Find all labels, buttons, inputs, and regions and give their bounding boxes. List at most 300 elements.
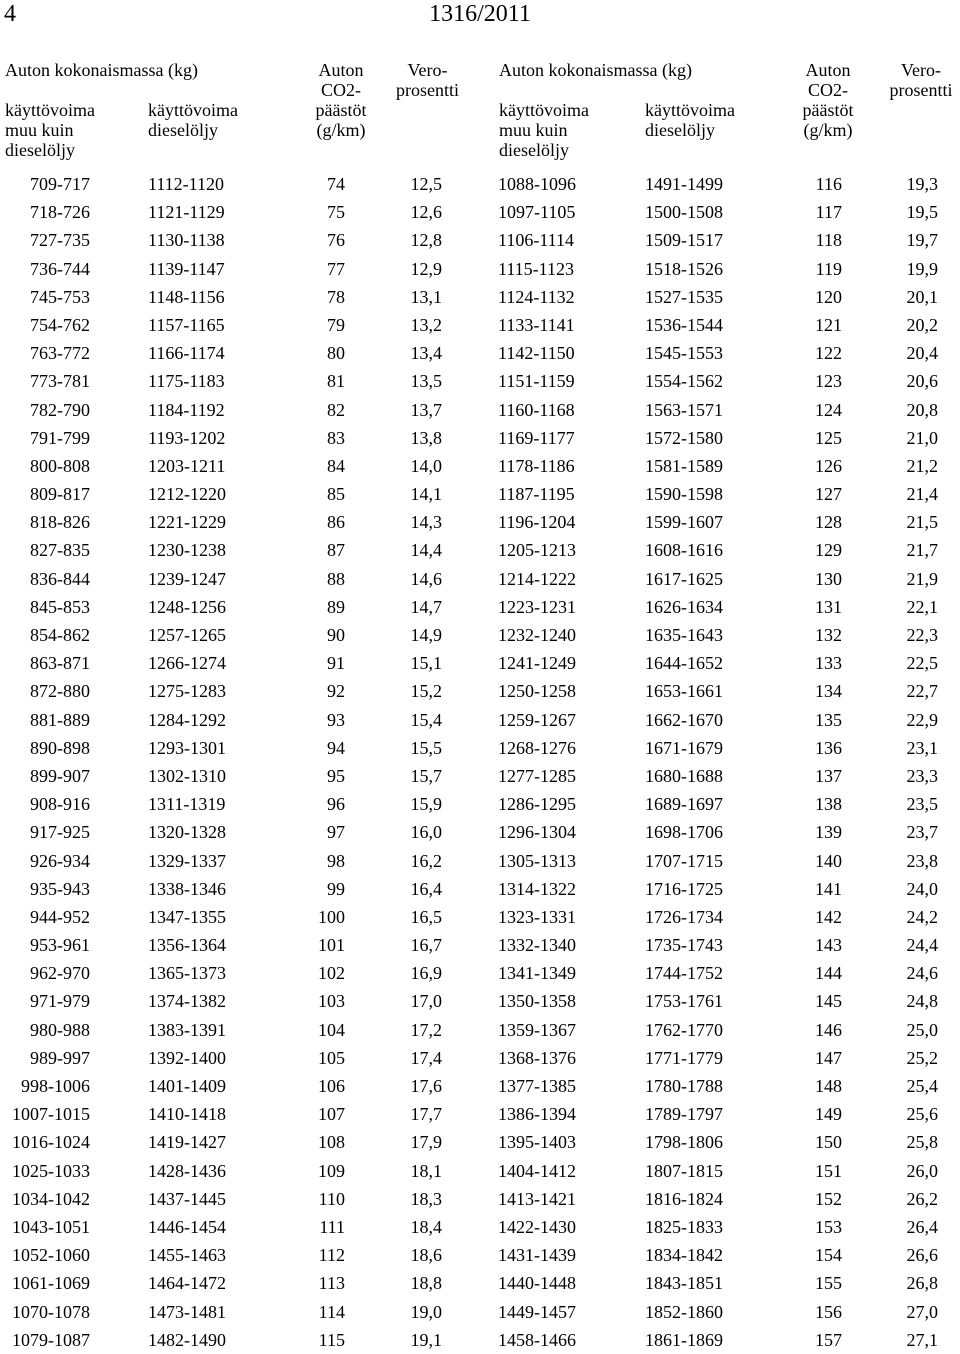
right-co2-cell: 148 <box>815 1076 842 1096</box>
left-co2-cell: 110 <box>318 1188 345 1209</box>
right-co2-cell: 140 <box>815 850 842 871</box>
left-co2-cell: 98 <box>327 850 345 871</box>
left-mass-diesel-cell: 1203-1211 <box>148 455 226 476</box>
table-row <box>0 1241 960 1269</box>
left-mass-diesel-cell: 1410-1418 <box>148 1104 226 1125</box>
header-tax-right: Vero- prosentti <box>889 60 953 100</box>
right-co2-cell: 136 <box>815 737 842 758</box>
table-row <box>0 734 960 762</box>
table-row <box>0 1044 960 1072</box>
left-mass-other-fuel-cell: 1079-1087 <box>12 1329 90 1350</box>
right-tax-percent-cell: 22,9 <box>906 709 938 730</box>
right-co2-cell: 126 <box>815 455 842 476</box>
left-mass-other-fuel-cell: 1043-1051 <box>12 1216 90 1237</box>
right-co2-cell: 139 <box>815 822 842 843</box>
table-row <box>0 1157 960 1185</box>
right-mass-diesel-cell: 1735-1743 <box>645 935 723 956</box>
left-tax-percent-cell: 14,4 <box>410 540 442 561</box>
table-row <box>0 677 960 705</box>
left-mass-diesel-cell: 1239-1247 <box>148 568 226 589</box>
right-co2-cell: 124 <box>815 399 842 420</box>
right-tax-percent-cell: 23,3 <box>906 765 938 786</box>
right-mass-other-fuel-cell: 1115-1123 <box>498 258 574 279</box>
table-row <box>0 1100 960 1128</box>
left-co2-cell: 115 <box>318 1329 345 1350</box>
left-co2-cell: 94 <box>327 737 345 758</box>
left-tax-percent-cell: 17,0 <box>410 991 442 1012</box>
table-row <box>0 875 960 903</box>
right-mass-other-fuel-cell: 1431-1439 <box>498 1245 576 1266</box>
right-tax-percent-cell: 25,0 <box>906 1019 938 1040</box>
left-mass-diesel-cell: 1257-1265 <box>148 625 226 645</box>
right-tax-percent-cell: 20,2 <box>906 314 938 335</box>
left-mass-other-fuel-cell: 908-916 <box>30 794 90 815</box>
table-row <box>0 903 960 931</box>
right-mass-diesel-cell: 1807-1815 <box>645 1160 723 1181</box>
right-tax-percent-cell: 26,4 <box>906 1216 938 1237</box>
right-mass-diesel-cell: 1554-1562 <box>645 371 723 392</box>
left-co2-cell: 112 <box>318 1245 345 1266</box>
right-mass-other-fuel-cell: 1097-1105 <box>498 202 576 223</box>
left-mass-diesel-cell: 1230-1238 <box>148 540 226 561</box>
right-tax-percent-cell: 24,8 <box>906 991 938 1012</box>
right-co2-cell: 153 <box>815 1216 842 1237</box>
left-mass-diesel-cell: 1311-1319 <box>148 794 226 815</box>
left-mass-other-fuel-cell: 998-1006 <box>21 1076 90 1096</box>
left-mass-diesel-cell: 1338-1346 <box>148 878 226 899</box>
left-mass-other-fuel-cell: 727-735 <box>30 230 90 251</box>
left-tax-percent-cell: 16,9 <box>410 963 442 984</box>
left-mass-diesel-cell: 1184-1192 <box>148 399 225 420</box>
left-mass-diesel-cell: 1473-1481 <box>148 1301 226 1322</box>
left-mass-other-fuel-cell: 754-762 <box>30 314 90 335</box>
left-mass-other-fuel-cell: 773-781 <box>30 371 90 392</box>
right-tax-percent-cell: 23,1 <box>906 737 938 758</box>
right-tax-percent-cell: 22,3 <box>906 625 938 645</box>
right-tax-percent-cell: 20,1 <box>906 286 938 307</box>
table-row <box>0 480 960 508</box>
left-mass-other-fuel-cell: 971-979 <box>30 991 90 1012</box>
right-mass-other-fuel-cell: 1214-1222 <box>498 568 576 589</box>
right-mass-other-fuel-cell: 1395-1403 <box>498 1132 576 1153</box>
header-diesel-left: käyttövoima dieselöljy <box>148 100 238 140</box>
right-mass-other-fuel-cell: 1413-1421 <box>498 1188 576 1209</box>
left-tax-percent-cell: 18,1 <box>410 1160 442 1181</box>
left-mass-diesel-cell: 1293-1301 <box>148 737 226 758</box>
left-mass-diesel-cell: 1365-1373 <box>148 963 226 984</box>
left-mass-other-fuel-cell: 1034-1042 <box>12 1188 90 1209</box>
left-tax-percent-cell: 12,9 <box>410 258 442 279</box>
right-mass-other-fuel-cell: 1187-1195 <box>498 484 575 505</box>
left-tax-percent-cell: 15,4 <box>410 709 442 730</box>
table-row <box>0 1213 960 1241</box>
left-tax-percent-cell: 15,7 <box>410 765 442 786</box>
right-mass-diesel-cell: 1590-1598 <box>645 484 723 505</box>
right-co2-cell: 141 <box>815 878 842 899</box>
left-co2-cell: 101 <box>318 935 345 956</box>
left-mass-diesel-cell: 1193-1202 <box>148 427 226 448</box>
right-co2-cell: 152 <box>815 1188 842 1209</box>
left-mass-other-fuel-cell: 1061-1069 <box>12 1273 90 1294</box>
left-tax-percent-cell: 13,8 <box>410 427 442 448</box>
right-mass-diesel-cell: 1635-1643 <box>645 625 723 645</box>
right-mass-other-fuel-cell: 1106-1114 <box>498 230 574 251</box>
left-mass-diesel-cell: 1464-1472 <box>148 1273 226 1294</box>
table-row <box>0 170 960 198</box>
left-tax-percent-cell: 13,2 <box>410 314 442 335</box>
right-tax-percent-cell: 25,6 <box>906 1104 938 1125</box>
table-row <box>0 847 960 875</box>
left-co2-cell: 76 <box>327 230 345 251</box>
left-tax-percent-cell: 15,2 <box>410 681 442 702</box>
right-mass-other-fuel-cell: 1160-1168 <box>498 399 575 420</box>
table-row <box>0 790 960 818</box>
table-row <box>0 1185 960 1213</box>
right-tax-percent-cell: 19,5 <box>906 202 938 223</box>
left-co2-cell: 79 <box>327 314 345 335</box>
table-row <box>0 1128 960 1156</box>
right-tax-percent-cell: 19,9 <box>906 258 938 279</box>
left-tax-percent-cell: 17,9 <box>410 1132 442 1153</box>
right-mass-diesel-cell: 1834-1842 <box>645 1245 723 1266</box>
left-tax-percent-cell: 14,9 <box>410 625 442 645</box>
right-mass-other-fuel-cell: 1458-1466 <box>498 1329 576 1350</box>
table-row <box>0 762 960 790</box>
right-mass-other-fuel-cell: 1296-1304 <box>498 822 576 843</box>
table-row <box>0 565 960 593</box>
right-tax-percent-cell: 26,6 <box>906 1245 938 1266</box>
right-mass-other-fuel-cell: 1305-1313 <box>498 850 576 871</box>
left-co2-cell: 90 <box>327 625 345 645</box>
right-mass-diesel-cell: 1825-1833 <box>645 1216 723 1237</box>
right-co2-cell: 123 <box>815 371 842 392</box>
table-row <box>0 1072 960 1100</box>
left-co2-cell: 82 <box>327 399 345 420</box>
header-mass-left: Auton kokonaismassa (kg) <box>5 60 198 80</box>
left-co2-cell: 88 <box>327 568 345 589</box>
left-tax-percent-cell: 17,6 <box>410 1076 442 1096</box>
right-mass-other-fuel-cell: 1449-1457 <box>498 1301 576 1322</box>
header-tax-left: Vero- prosentti <box>396 60 459 100</box>
left-mass-other-fuel-cell: 718-726 <box>30 202 90 223</box>
right-co2-cell: 130 <box>815 568 842 589</box>
right-mass-diesel-cell: 1545-1553 <box>645 343 723 364</box>
table-row <box>0 1326 960 1354</box>
table-row <box>0 987 960 1015</box>
right-mass-other-fuel-cell: 1404-1412 <box>498 1160 576 1181</box>
left-co2-cell: 111 <box>319 1216 345 1237</box>
right-mass-diesel-cell: 1753-1761 <box>645 991 723 1012</box>
left-co2-cell: 99 <box>327 878 345 899</box>
right-co2-cell: 147 <box>815 1047 842 1068</box>
right-mass-diesel-cell: 1626-1634 <box>645 596 723 617</box>
right-mass-other-fuel-cell: 1133-1141 <box>498 314 575 335</box>
page-number: 4 <box>4 1 16 27</box>
left-tax-percent-cell: 17,2 <box>410 1019 442 1040</box>
left-mass-diesel-cell: 1112-1120 <box>148 174 224 194</box>
left-co2-cell: 106 <box>318 1076 345 1096</box>
left-tax-percent-cell: 13,1 <box>410 286 442 307</box>
right-co2-cell: 119 <box>815 258 842 279</box>
left-mass-other-fuel-cell: 745-753 <box>30 286 90 307</box>
right-mass-diesel-cell: 1671-1679 <box>645 737 723 758</box>
right-mass-diesel-cell: 1798-1806 <box>645 1132 723 1153</box>
right-mass-other-fuel-cell: 1151-1159 <box>498 371 575 392</box>
header-co2-left: Auton CO2- päästöt (g/km) <box>315 60 367 140</box>
left-mass-diesel-cell: 1221-1229 <box>148 512 226 533</box>
right-mass-diesel-cell: 1843-1851 <box>645 1273 723 1294</box>
right-co2-cell: 144 <box>815 963 842 984</box>
left-mass-diesel-cell: 1446-1454 <box>148 1216 226 1237</box>
left-tax-percent-cell: 13,7 <box>410 399 442 420</box>
right-co2-cell: 121 <box>815 314 842 335</box>
header-co2-right: Auton CO2- päästöt (g/km) <box>802 60 854 140</box>
left-mass-diesel-cell: 1139-1147 <box>148 258 225 279</box>
right-mass-other-fuel-cell: 1350-1358 <box>498 991 576 1012</box>
left-mass-other-fuel-cell: 818-826 <box>30 512 90 533</box>
right-mass-other-fuel-cell: 1178-1186 <box>498 455 575 476</box>
right-mass-diesel-cell: 1698-1706 <box>645 822 723 843</box>
left-mass-diesel-cell: 1248-1256 <box>148 596 226 617</box>
right-mass-other-fuel-cell: 1359-1367 <box>498 1019 576 1040</box>
left-tax-percent-cell: 17,4 <box>410 1047 442 1068</box>
right-co2-cell: 132 <box>815 625 842 645</box>
right-co2-cell: 157 <box>815 1329 842 1350</box>
right-mass-other-fuel-cell: 1268-1276 <box>498 737 576 758</box>
left-mass-diesel-cell: 1320-1328 <box>148 822 226 843</box>
left-mass-other-fuel-cell: 872-880 <box>30 681 90 702</box>
left-co2-cell: 95 <box>327 765 345 786</box>
right-mass-other-fuel-cell: 1142-1150 <box>498 343 575 364</box>
right-co2-cell: 143 <box>815 935 842 956</box>
table-row <box>0 931 960 959</box>
right-tax-percent-cell: 24,6 <box>906 963 938 984</box>
left-co2-cell: 85 <box>327 484 345 505</box>
table-row <box>0 536 960 564</box>
left-tax-percent-cell: 15,1 <box>410 653 442 674</box>
right-co2-cell: 128 <box>815 512 842 533</box>
right-co2-cell: 134 <box>815 681 842 702</box>
right-tax-percent-cell: 23,7 <box>906 822 938 843</box>
right-tax-percent-cell: 22,7 <box>906 681 938 702</box>
table-row <box>0 367 960 395</box>
left-tax-percent-cell: 14,1 <box>410 484 442 505</box>
left-co2-cell: 96 <box>327 794 345 815</box>
left-mass-diesel-cell: 1275-1283 <box>148 681 226 702</box>
table-row <box>0 255 960 283</box>
left-tax-percent-cell: 16,7 <box>410 935 442 956</box>
right-tax-percent-cell: 20,8 <box>906 399 938 420</box>
right-mass-diesel-cell: 1536-1544 <box>645 314 723 335</box>
right-mass-other-fuel-cell: 1386-1394 <box>498 1104 576 1125</box>
left-mass-other-fuel-cell: 800-808 <box>30 455 90 476</box>
right-mass-other-fuel-cell: 1088-1096 <box>498 174 576 194</box>
right-tax-percent-cell: 26,8 <box>906 1273 938 1294</box>
left-mass-other-fuel-cell: 890-898 <box>30 737 90 758</box>
right-mass-diesel-cell: 1771-1779 <box>645 1047 723 1068</box>
right-mass-diesel-cell: 1680-1688 <box>645 765 723 786</box>
header-mass-right: Auton kokonaismassa (kg) <box>499 60 692 80</box>
right-co2-cell: 142 <box>815 906 842 927</box>
header-other-fuel-left: käyttövoima muu kuin dieselöljy <box>5 100 95 160</box>
right-co2-cell: 145 <box>815 991 842 1012</box>
left-tax-percent-cell: 13,5 <box>410 371 442 392</box>
document-title: 1316/2011 <box>429 1 531 27</box>
right-tax-percent-cell: 27,0 <box>906 1301 938 1322</box>
right-mass-diesel-cell: 1518-1526 <box>645 258 723 279</box>
left-tax-percent-cell: 14,0 <box>410 455 442 476</box>
table-row <box>0 621 960 649</box>
right-tax-percent-cell: 21,5 <box>906 512 938 533</box>
left-co2-cell: 102 <box>318 963 345 984</box>
left-tax-percent-cell: 15,9 <box>410 794 442 815</box>
right-mass-diesel-cell: 1500-1508 <box>645 202 723 223</box>
left-mass-diesel-cell: 1166-1174 <box>148 343 225 364</box>
right-mass-diesel-cell: 1861-1869 <box>645 1329 723 1350</box>
left-mass-diesel-cell: 1428-1436 <box>148 1160 226 1181</box>
table-row <box>0 198 960 226</box>
left-mass-diesel-cell: 1401-1409 <box>148 1076 226 1096</box>
left-mass-diesel-cell: 1419-1427 <box>148 1132 226 1153</box>
left-tax-percent-cell: 19,1 <box>410 1329 442 1350</box>
right-co2-cell: 116 <box>815 174 842 194</box>
left-mass-diesel-cell: 1383-1391 <box>148 1019 226 1040</box>
table-row <box>0 508 960 536</box>
right-mass-other-fuel-cell: 1277-1285 <box>498 765 576 786</box>
left-mass-other-fuel-cell: 944-952 <box>30 906 90 927</box>
right-tax-percent-cell: 25,4 <box>906 1076 938 1096</box>
right-co2-cell: 149 <box>815 1104 842 1125</box>
left-mass-diesel-cell: 1121-1129 <box>148 202 225 223</box>
left-tax-percent-cell: 12,8 <box>410 230 442 251</box>
left-co2-cell: 89 <box>327 596 345 617</box>
right-mass-other-fuel-cell: 1314-1322 <box>498 878 576 899</box>
right-mass-diesel-cell: 1780-1788 <box>645 1076 723 1096</box>
left-co2-cell: 92 <box>327 681 345 702</box>
left-mass-diesel-cell: 1437-1445 <box>148 1188 226 1209</box>
right-mass-diesel-cell: 1599-1607 <box>645 512 723 533</box>
table-row <box>0 452 960 480</box>
left-tax-percent-cell: 16,5 <box>410 906 442 927</box>
right-tax-percent-cell: 20,4 <box>906 343 938 364</box>
right-co2-cell: 122 <box>815 343 842 364</box>
left-co2-cell: 108 <box>318 1132 345 1153</box>
left-mass-other-fuel-cell: 1025-1033 <box>12 1160 90 1181</box>
left-mass-other-fuel-cell: 791-799 <box>30 427 90 448</box>
left-co2-cell: 80 <box>327 343 345 364</box>
right-mass-other-fuel-cell: 1232-1240 <box>498 625 576 645</box>
left-mass-other-fuel-cell: 809-817 <box>30 484 90 505</box>
right-tax-percent-cell: 26,0 <box>906 1160 938 1181</box>
left-mass-diesel-cell: 1329-1337 <box>148 850 226 871</box>
header-diesel-right: käyttövoima dieselöljy <box>645 100 735 140</box>
right-mass-other-fuel-cell: 1341-1349 <box>498 963 576 984</box>
right-co2-cell: 118 <box>815 230 842 251</box>
left-tax-percent-cell: 18,8 <box>410 1273 442 1294</box>
right-tax-percent-cell: 23,5 <box>906 794 938 815</box>
right-co2-cell: 135 <box>815 709 842 730</box>
right-co2-cell: 146 <box>815 1019 842 1040</box>
right-mass-other-fuel-cell: 1241-1249 <box>498 653 576 674</box>
right-mass-other-fuel-cell: 1332-1340 <box>498 935 576 956</box>
left-mass-diesel-cell: 1347-1355 <box>148 906 226 927</box>
right-co2-cell: 156 <box>815 1301 842 1322</box>
right-mass-diesel-cell: 1662-1670 <box>645 709 723 730</box>
left-mass-diesel-cell: 1175-1183 <box>148 371 225 392</box>
right-tax-percent-cell: 25,8 <box>906 1132 938 1153</box>
left-tax-percent-cell: 18,3 <box>410 1188 442 1209</box>
left-mass-other-fuel-cell: 962-970 <box>30 963 90 984</box>
right-tax-percent-cell: 24,4 <box>906 935 938 956</box>
right-mass-other-fuel-cell: 1169-1177 <box>498 427 575 448</box>
right-co2-cell: 120 <box>815 286 842 307</box>
left-tax-percent-cell: 12,5 <box>410 174 442 194</box>
right-mass-diesel-cell: 1509-1517 <box>645 230 723 251</box>
left-mass-other-fuel-cell: 863-871 <box>30 653 90 674</box>
right-mass-other-fuel-cell: 1377-1385 <box>498 1076 576 1096</box>
table-row <box>0 593 960 621</box>
right-tax-percent-cell: 20,6 <box>906 371 938 392</box>
table-row <box>0 311 960 339</box>
right-mass-other-fuel-cell: 1250-1258 <box>498 681 576 702</box>
right-tax-percent-cell: 19,7 <box>906 230 938 251</box>
right-mass-diesel-cell: 1816-1824 <box>645 1188 723 1209</box>
left-co2-cell: 104 <box>318 1019 345 1040</box>
left-co2-cell: 113 <box>318 1273 345 1294</box>
right-mass-other-fuel-cell: 1223-1231 <box>498 596 576 617</box>
table-row <box>0 1016 960 1044</box>
table-row <box>0 818 960 846</box>
right-tax-percent-cell: 24,2 <box>906 906 938 927</box>
right-tax-percent-cell: 22,5 <box>906 653 938 674</box>
left-co2-cell: 105 <box>318 1047 345 1068</box>
right-co2-cell: 138 <box>815 794 842 815</box>
left-mass-other-fuel-cell: 782-790 <box>30 399 90 420</box>
right-mass-diesel-cell: 1653-1661 <box>645 681 723 702</box>
left-mass-other-fuel-cell: 917-925 <box>30 822 90 843</box>
left-tax-percent-cell: 16,0 <box>410 822 442 843</box>
right-co2-cell: 133 <box>815 653 842 674</box>
left-co2-cell: 74 <box>327 174 345 194</box>
right-co2-cell: 150 <box>815 1132 842 1153</box>
right-tax-percent-cell: 24,0 <box>906 878 938 899</box>
right-tax-percent-cell: 27,1 <box>906 1329 938 1350</box>
right-mass-diesel-cell: 1563-1571 <box>645 399 723 420</box>
left-tax-percent-cell: 17,7 <box>410 1104 442 1125</box>
table-row <box>0 396 960 424</box>
left-mass-other-fuel-cell: 953-961 <box>30 935 90 956</box>
right-tax-percent-cell: 19,3 <box>906 174 938 194</box>
left-mass-other-fuel-cell: 899-907 <box>30 765 90 786</box>
left-mass-other-fuel-cell: 1052-1060 <box>12 1245 90 1266</box>
right-tax-percent-cell: 21,4 <box>906 484 938 505</box>
left-mass-other-fuel-cell: 1070-1078 <box>12 1301 90 1322</box>
right-mass-other-fuel-cell: 1422-1430 <box>498 1216 576 1237</box>
left-tax-percent-cell: 14,3 <box>410 512 442 533</box>
left-tax-percent-cell: 12,6 <box>410 202 442 223</box>
left-tax-percent-cell: 13,4 <box>410 343 442 364</box>
header-other-fuel-right: käyttövoima muu kuin dieselöljy <box>499 100 589 160</box>
left-co2-cell: 86 <box>327 512 345 533</box>
right-mass-diesel-cell: 1491-1499 <box>645 174 723 194</box>
left-mass-diesel-cell: 1482-1490 <box>148 1329 226 1350</box>
right-mass-diesel-cell: 1762-1770 <box>645 1019 723 1040</box>
table-row <box>0 649 960 677</box>
right-mass-diesel-cell: 1707-1715 <box>645 850 723 871</box>
right-co2-cell: 129 <box>815 540 842 561</box>
left-mass-other-fuel-cell: 845-853 <box>30 596 90 617</box>
left-mass-diesel-cell: 1392-1400 <box>148 1047 226 1068</box>
